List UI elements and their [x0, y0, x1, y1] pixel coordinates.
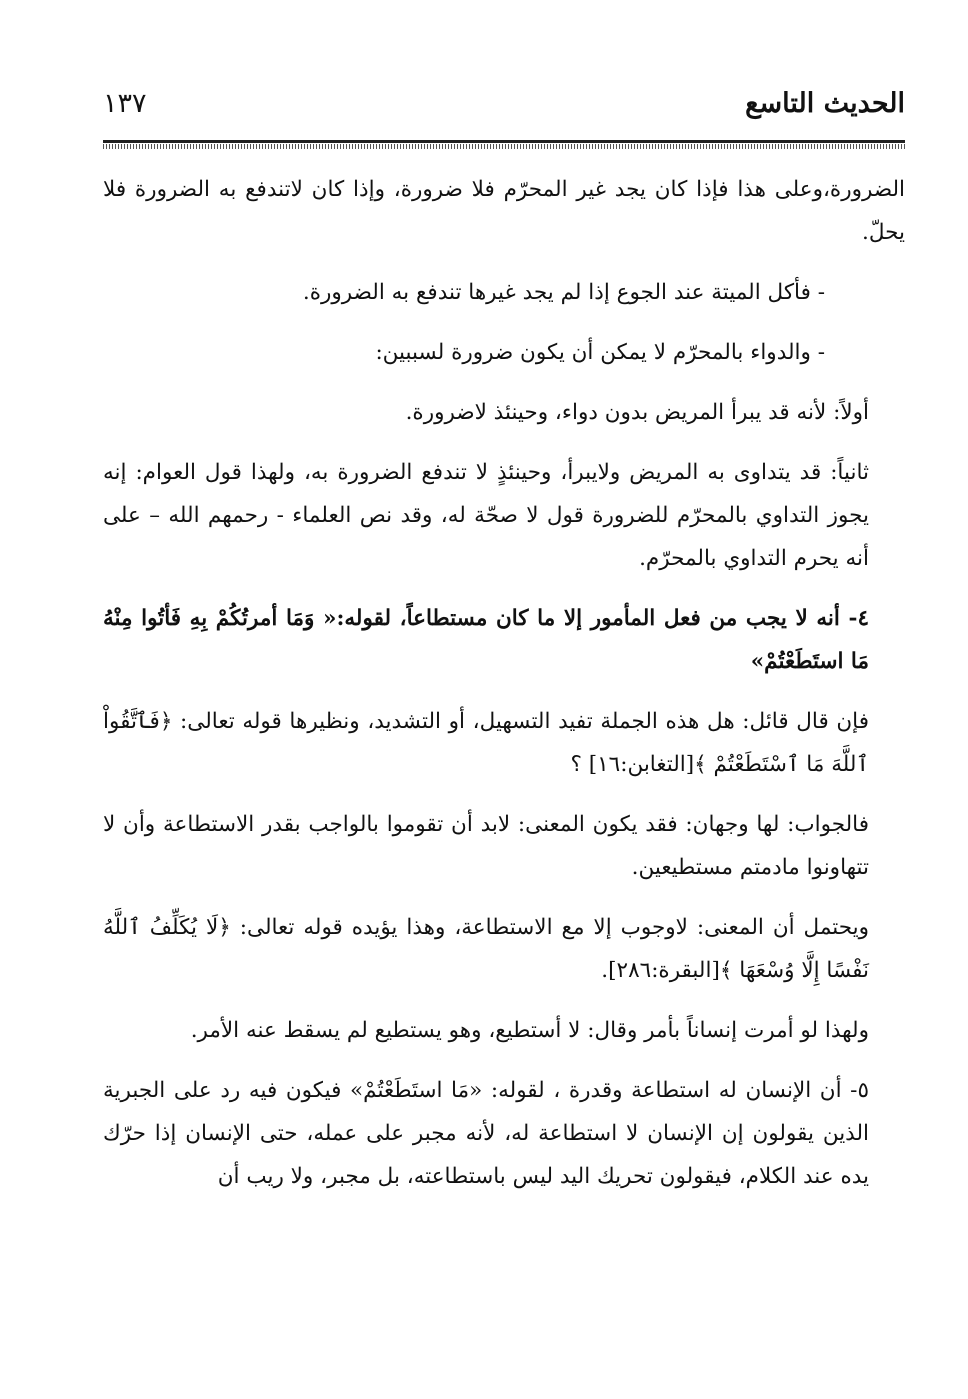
- paragraph-point-4: ٤- أنه لا يجب من فعل المأمور إلا ما كان مستطاعاً، لقوله:« وَمَا أمرتُكُمْ بِهِ فَأتُوا مِنْهُ مَا استَطَعْتُمْ»: [103, 606, 869, 674]
- paragraph-continuation: الضرورة،وعلى هذا فإذا كان يجد غير المحرّم فلا ضرورة، وإذا كان لاتندفع به الضرورة فلا يحلّ.: [103, 177, 905, 245]
- paragraph-question: فإن قال قائل: هل هذه الجملة تفيد التسهيل، أو التشديد، ونظيرها قوله تعالى: ﴿فَٱتَّقُواْ ٱللَّهَ مَا ٱسْتَطَعْتُمْ ﴾[التغابن:١٦] ؟: [103, 709, 869, 777]
- paragraph-eating-carrion: - فأكل الميتة عند الجوع إذا لم يجد غيرها تندفع به الضرورة.: [302, 280, 825, 305]
- page-number: ١٣٧: [103, 88, 147, 119]
- paragraph-second-reason: ثانياً: قد يتداوى به المريض ولايبرأ، وحينئذٍ لا تندفع الضرورة به، ولهذا قول العوام: إنه يجوز التداوي بالمحرّم للضرورة قول لا صحّة له، وقد نص العلماء - رحمهم الله – على أنه يحرم التداوي بالمحرّم.: [103, 460, 869, 571]
- paragraph-first-reason: أولاً: لأنه قد يبرأ المريض بدون دواء، وحينئذ لاضرورة.: [405, 400, 869, 425]
- paragraph-second-meaning: ويحتمل أن المعنى: لاوجوب إلا مع الاستطاعة، وهذا يؤيده قوله تعالى: ﴿لَا يُكَلِّفُ ٱللَّهُ نَفْسًا إِلَّا وُسْعَهَا ﴾[البقرة:٢٨٦].: [103, 915, 869, 983]
- header-rule: [103, 140, 905, 143]
- paragraph-example: ولهذا لو أمرت إنساناً بأمر وقال: لا أستطيع، وهو يستطيع لم يسقط عنه الأمر.: [190, 1018, 869, 1043]
- page-body: [103, 168, 905, 1215]
- paragraph-forbidden-medicine: - والدواء بالمحرّم لا يمكن أن يكون ضرورة لسببين:: [375, 340, 825, 365]
- paragraph-point-5: ٥- أن الإنسان له استطاعة وقدرة ، لقوله: «مَا استَطَعْتُمْ» فيكون فيه رد على الجبرية الذين يقولون إن الإنسان لا استطاعة له، لأنه مجبر على عمله، حتى الإنسان إذا حرّك يده عند الكلام، فيقولون تحريك اليد ليس باستطاعته، بل مجبر، ولا ريب أن: [103, 1078, 869, 1189]
- running-title: الحديث التاسع: [745, 88, 905, 119]
- paragraph-answer: فالجواب: لها وجهان: فقد يكون المعنى: لابد أن تقوموا بالواجب بقدر الاستطاعة وأن لا تتهاونوا مادمتم مستطيعين.: [103, 812, 869, 880]
- page-header: [103, 84, 905, 128]
- header-hatch-rule: [103, 144, 905, 149]
